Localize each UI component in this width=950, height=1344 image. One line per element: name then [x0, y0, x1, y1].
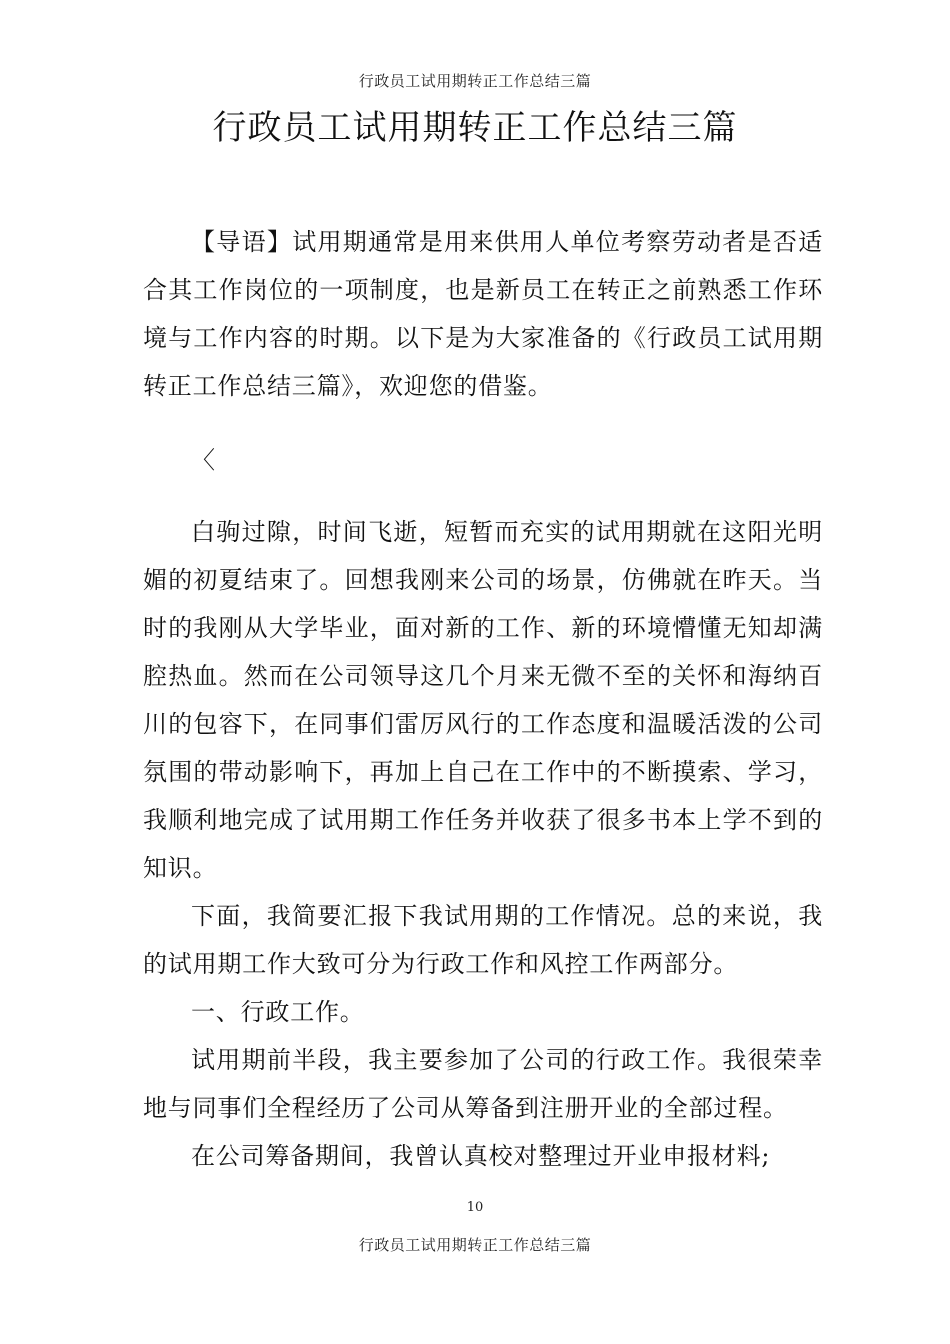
intro-paragraph: 【导语】试用期通常是用来供用人单位考察劳动者是否适合其工作岗位的一项制度，也是新员工在转正之前熟悉工作环境与工作内容的时期。以下是为大家准备的《行政员工试用期转正工作总结三篇》，欢迎您的借鉴。 — [143, 228, 823, 400]
page-title: 行政员工试用期转正工作总结三篇 — [212, 108, 738, 148]
body-paragraph: 下面，我简要汇报下我试用期的工作情况。总的来说，我的试用期工作大致可分为行政工作和风控工作两部分。 — [143, 902, 823, 978]
section-heading: 一、行政工作。 — [191, 998, 365, 1026]
body-paragraph: 白驹过隙，时间飞逝，短暂而充实的试用期就在这阳光明媚的初夏结束了。回想我刚来公司的场景，仿佛就在昨天。当时的我刚从大学毕业，面对新的工作、新的环境懵懂无知却满腔热血。然而在公司领导这几个月来无微不至的关怀和海纳百川的包容下，在同事们雷厉风行的工作态度和温暖活泼的公司氛围的带动影响下，再加上自己在工作中的不断摸索、学习，我顺利地完成了试用期工作任务并收获了很多书本上学不到的知识。 — [143, 518, 823, 882]
body-paragraph: 试用期前半段，我主要参加了公司的行政工作。我很荣幸地与同事们全程经历了公司从筹备到注册开业的全部过程。 — [143, 1046, 823, 1122]
running-footer: 行政员工试用期转正工作总结三篇 — [358, 1236, 592, 1254]
page-number: 10 — [466, 1200, 484, 1215]
body-paragraph: 在公司筹备期间，我曾认真校对整理过开业申报材料; — [191, 1142, 771, 1170]
running-header: 行政员工试用期转正工作总结三篇 — [358, 72, 592, 90]
document-body — [143, 218, 823, 1180]
section-marker: 〈 — [191, 446, 216, 474]
